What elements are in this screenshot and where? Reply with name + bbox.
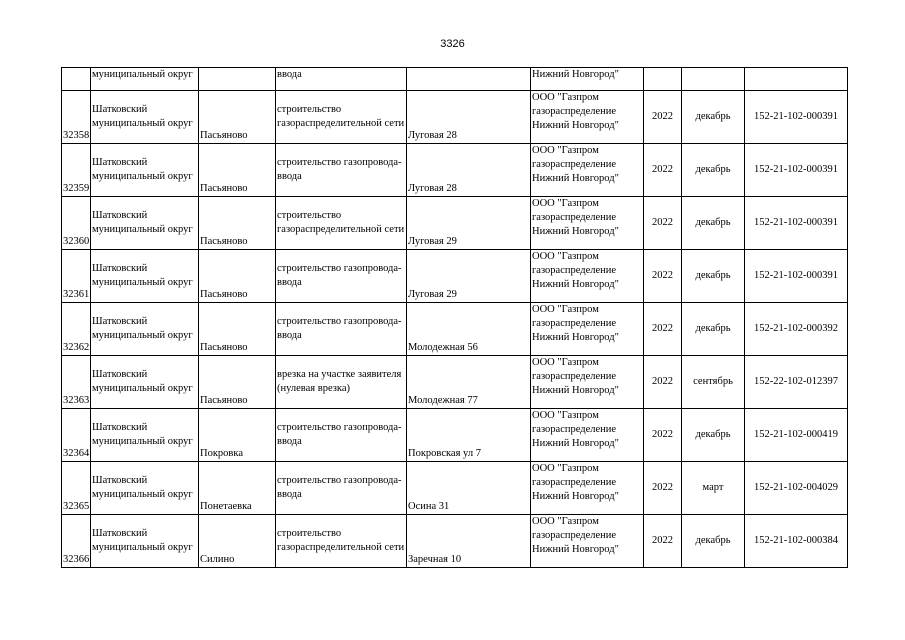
month-cell: декабрь [682,144,745,197]
address-cell: Луговая 29 [407,197,531,250]
table-row-partial [62,68,848,91]
table-row [62,250,848,303]
code-cell: 152-21-102-000392 [745,303,848,356]
district-cell [91,144,199,197]
district-line-1: Шатковский [92,263,148,274]
work-line-2: (нулевая врезка) [277,383,350,394]
code-cell: 152-21-102-000391 [745,144,848,197]
cell-month [682,68,745,91]
work-line-1: строительство газопровода- [277,316,402,327]
org-line-3: Нижний Новгород" [532,226,619,237]
table-row [62,462,848,515]
row-number: 32364 [62,409,91,462]
org-line-3: Нижний Новгород" [532,438,619,449]
organization-cell [531,515,644,568]
district-line-2: муниципальный округ [92,383,193,394]
district-line-2: муниципальный округ [92,436,193,447]
row-number: 32358 [62,91,91,144]
cell-num [62,68,91,91]
org-line-2: газораспределение [532,530,617,541]
address-cell: Осина 31 [407,462,531,515]
code-cell: 152-21-102-000391 [745,250,848,303]
row-number: 32360 [62,197,91,250]
locality-cell: Пасьяново [199,197,276,250]
month-cell: декабрь [682,197,745,250]
org-line-2: газораспределение [532,477,617,488]
org-line-1: ООО "Газпром [532,92,599,103]
org-line-3: Нижний Новгород" [532,173,619,184]
address-cell: Луговая 28 [407,91,531,144]
org-line-3: Нижний Новгород" [532,279,619,290]
locality-cell: Пасьяново [199,144,276,197]
gasification-table [61,67,848,568]
year-cell: 2022 [644,144,682,197]
organization-cell [531,409,644,462]
work-line-1: строительство газопровода- [277,263,402,274]
month-cell: декабрь [682,515,745,568]
district-cell [91,462,199,515]
org-line-3: Нижний Новгород" [532,120,619,131]
district-cell [91,197,199,250]
district-cell [91,409,199,462]
cell-code [745,68,848,91]
address-cell: Луговая 29 [407,250,531,303]
year-cell: 2022 [644,197,682,250]
work-line-2: ввода [277,489,302,500]
table-body [62,68,848,568]
work-line-1: строительство газопровода- [277,475,402,486]
code-cell: 152-21-102-000384 [745,515,848,568]
work-type-cell [276,462,407,515]
row-number: 32366 [62,515,91,568]
table-row [62,144,848,197]
work-line-1: строительство [277,528,342,539]
org-line-2: газораспределение [532,424,617,435]
organization-cell [531,250,644,303]
organization-cell [531,462,644,515]
district-cell [91,515,199,568]
cell-district: муниципальный округ [91,68,199,91]
work-line-2: газораспределительной сети [277,224,405,235]
organization-cell [531,91,644,144]
org-line-1: ООО "Газпром [532,357,599,368]
work-line-2: газораспределительной сети [277,542,405,553]
address-cell: Луговая 28 [407,144,531,197]
work-type-cell [276,91,407,144]
district-line-1: Шатковский [92,422,148,433]
work-type-cell [276,250,407,303]
cell-locality [199,68,276,91]
cell-work: ввода [276,68,407,91]
locality-cell: Пасьяново [199,303,276,356]
code-cell: 152-21-102-004029 [745,462,848,515]
district-cell [91,91,199,144]
org-line-1: ООО "Газпром [532,198,599,209]
year-cell: 2022 [644,409,682,462]
district-line-2: муниципальный округ [92,224,193,235]
table-row [62,303,848,356]
locality-cell: Покровка [199,409,276,462]
month-cell: сентябрь [682,356,745,409]
organization-cell [531,356,644,409]
month-cell: декабрь [682,91,745,144]
cell-address [407,68,531,91]
cell-year [644,68,682,91]
month-cell: март [682,462,745,515]
org-line-1: ООО "Газпром [532,304,599,315]
district-line-1: Шатковский [92,157,148,168]
code-cell: 152-22-102-012397 [745,356,848,409]
row-number: 32365 [62,462,91,515]
work-type-cell [276,144,407,197]
org-line-2: газораспределение [532,371,617,382]
district-line-2: муниципальный округ [92,118,193,129]
month-cell: декабрь [682,303,745,356]
district-line-1: Шатковский [92,528,148,539]
year-cell: 2022 [644,356,682,409]
locality-cell: Пасьяново [199,356,276,409]
org-line-1: ООО "Газпром [532,463,599,474]
table-row [62,91,848,144]
table-row [62,197,848,250]
district-line-2: муниципальный округ [92,489,193,500]
district-line-2: муниципальный округ [92,330,193,341]
org-line-1: ООО "Газпром [532,145,599,156]
row-number: 32359 [62,144,91,197]
work-type-cell [276,515,407,568]
org-line-2: газораспределение [532,106,617,117]
row-number: 32363 [62,356,91,409]
org-line-2: газораспределение [532,159,617,170]
work-line-1: строительство газопровода- [277,422,402,433]
district-line-1: Шатковский [92,210,148,221]
district-line-1: Шатковский [92,369,148,380]
code-cell: 152-21-102-000419 [745,409,848,462]
organization-cell [531,197,644,250]
month-cell: декабрь [682,250,745,303]
row-number: 32362 [62,303,91,356]
org-line-3: Нижний Новгород" [532,385,619,396]
work-type-cell [276,197,407,250]
work-type-cell [276,303,407,356]
address-cell: Молодежная 56 [407,303,531,356]
row-number: 32361 [62,250,91,303]
address-cell: Молодежная 77 [407,356,531,409]
district-line-1: Шатковский [92,316,148,327]
month-cell: декабрь [682,409,745,462]
org-line-3: Нижний Новгород" [532,491,619,502]
org-line-2: газораспределение [532,265,617,276]
work-line-2: газораспределительной сети [277,118,405,129]
org-line-2: газораспределение [532,318,617,329]
table-row [62,409,848,462]
table-row [62,356,848,409]
work-line-1: строительство [277,104,342,115]
district-line-2: муниципальный округ [92,542,193,553]
locality-cell: Пасьяново [199,91,276,144]
locality-cell: Пасьяново [199,250,276,303]
code-cell: 152-21-102-000391 [745,91,848,144]
work-line-1: строительство газопровода- [277,157,402,168]
district-cell [91,356,199,409]
page-number: 3326 [440,38,465,50]
org-line-1: ООО "Газпром [532,251,599,262]
org-line-3: Нижний Новгород" [532,544,619,555]
work-line-2: ввода [277,436,302,447]
district-line-1: Шатковский [92,475,148,486]
year-cell: 2022 [644,515,682,568]
address-cell: Покровская ул 7 [407,409,531,462]
code-cell: 152-21-102-000391 [745,197,848,250]
address-cell: Заречная 10 [407,515,531,568]
year-cell: 2022 [644,91,682,144]
year-cell: 2022 [644,462,682,515]
work-type-cell [276,409,407,462]
district-line-2: муниципальный округ [92,171,193,182]
district-cell [91,250,199,303]
year-cell: 2022 [644,250,682,303]
locality-cell: Силино [199,515,276,568]
table-row [62,515,848,568]
org-line-1: ООО "Газпром [532,516,599,527]
district-line-2: муниципальный округ [92,277,193,288]
work-line-1: строительство [277,210,342,221]
locality-cell: Понетаевка [199,462,276,515]
org-line-3: Нижний Новгород" [532,332,619,343]
work-type-cell [276,356,407,409]
work-line-1: врезка на участке заявителя [277,369,402,380]
work-line-2: ввода [277,330,302,341]
organization-cell [531,144,644,197]
district-line-1: Шатковский [92,104,148,115]
work-line-2: ввода [277,171,302,182]
org-line-2: газораспределение [532,212,617,223]
cell-org: Нижний Новгород" [531,68,644,91]
org-line-1: ООО "Газпром [532,410,599,421]
year-cell: 2022 [644,303,682,356]
work-line-2: ввода [277,277,302,288]
organization-cell [531,303,644,356]
district-cell [91,303,199,356]
